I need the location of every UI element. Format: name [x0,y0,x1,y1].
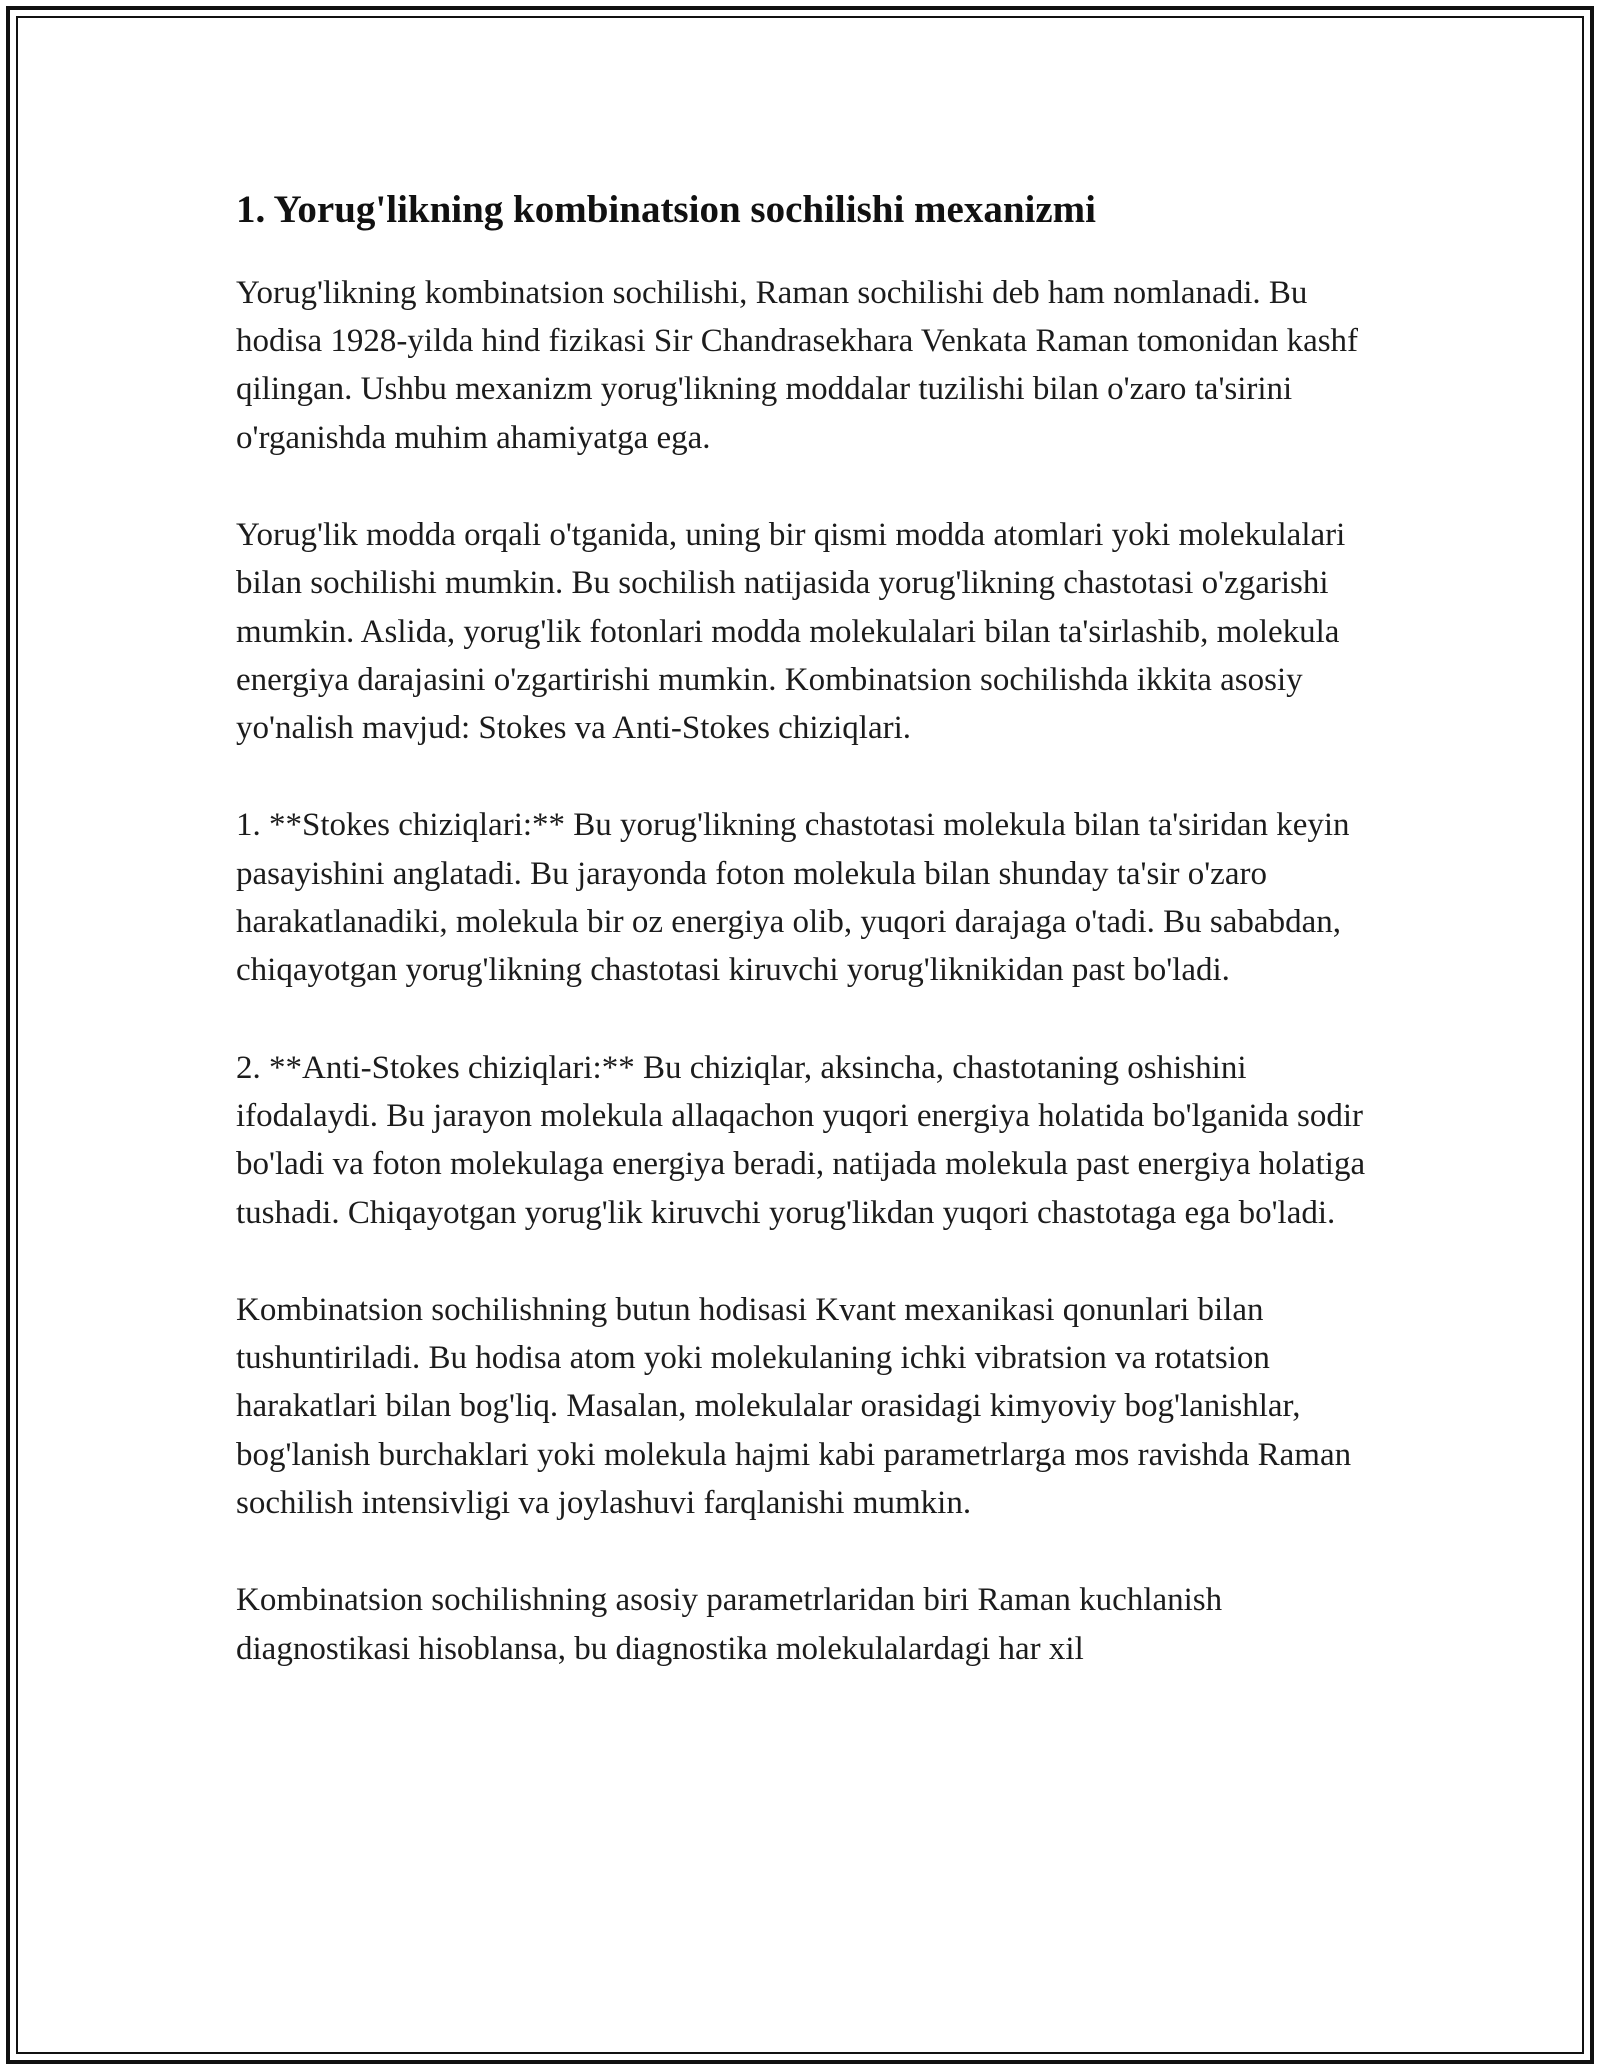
paragraph-quantum: Kombinatsion sochilishning butun hodisasi Kvant mexanikasi qonunlari bilan tushuntiriladi. Bu hodisa atom yoki molekulaning ichki vibratsion va rotatsion harakatlari bilan bog'liq. Masalan, molekulalar orasidagi kimyoviy bog'lanishlar, bog'lanish burchaklari yoki molekula hajmi kabi parametrlarga mos ravishda Raman sochilish intensivligi va joylashuvi farqlanishi mumkin. [236,1291,1352,1521]
paragraph-stokes: 1. **Stokes chiziqlari:** Bu yorug'likning chastotasi molekula bilan ta'siridan keyin pasayishini anglatadi. Bu jarayonda foton molekula bilan shunday ta'sir o'zaro harakatlanadiki, molekula bir oz energiya olib, yuqori darajaga o'tadi. Bu sababdan, chiqayotgan yorug'likning chastotasi kiruvchi yorug'liknikidan past bo'ladi. [236,807,1350,989]
section-heading: 1. Yorug'likning kombinatsion sochilishi mexanizmi [236,188,1096,231]
paragraph-parameters: Kombinatsion sochilishning asosiy parametrlaridan biri Raman kuchlanish diagnostikasi hisoblansa, bu diagnostika molekulalardagi har xil [236,1582,1223,1667]
document-body [236,186,1376,1722]
paragraph-intro: Yorug'likning kombinatsion sochilishi, Raman sochilishi deb ham nomlanadi. Bu hodisa 1928-yilda hind fizikasi Sir Chandrasekhara Venkata Raman tomonidan kashf qilingan. Ushbu mexanizm yorug'likning moddalar tuzilishi bilan o'zaro ta'sirini o'rganishda muhim ahamiyatga ega. [236,274,1359,456]
paragraph-anti-stokes: 2. **Anti-Stokes chiziqlari:** Bu chiziqlar, aksincha, chastotaning oshishini ifodalaydi. Bu jarayon molekula allaqachon yuqori energiya holatida bo'lganida sodir bo'ladi va foton molekulaga energiya beradi, natijada molekula past energiya holatiga tushadi. Chiqayotgan yorug'lik kiruvchi yorug'likdan yuqori chastotaga ega bo'ladi. [236,1049,1366,1231]
paragraph-scattering: Yorug'lik modda orqali o'tganida, uning bir qismi modda atomlari yoki molekulalari bilan sochilishi mumkin. Bu sochilish natijasida yorug'likning chastotasi o'zgarishi mumkin. Aslida, yorug'lik fotonlari modda molekulalari bilan ta'sirlashib, molekula energiya darajasini o'zgartirishi mumkin. Kombinatsion sochilishda ikkita asosiy yo'nalish mavjud: Stokes va Anti-Stokes chiziqlari. [236,516,1346,747]
